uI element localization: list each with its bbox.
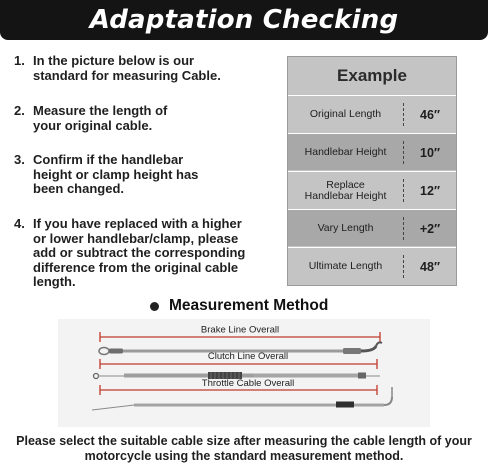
step-text: Measure the length of your original cable. — [33, 103, 168, 133]
cable-label: Clutch Line Overall — [207, 351, 289, 362]
example-title: Example — [337, 66, 407, 85]
example-row-label: Ultimate Length — [308, 260, 383, 272]
instruction-step — [14, 217, 284, 290]
example-row-value: +2″ — [419, 221, 441, 236]
cable-label: Throttle Cable Overall — [201, 378, 295, 389]
step-number: 1. — [14, 53, 25, 68]
step-text: In the picture below is our standard for measuring Cable. — [33, 53, 221, 83]
section-heading — [150, 297, 328, 315]
example-row — [288, 247, 456, 284]
example-row-label: Original Length — [309, 108, 382, 120]
example-row-label: Handlebar Height — [304, 146, 387, 158]
instruction-step — [14, 104, 284, 133]
clutch-line-dimension — [100, 351, 377, 369]
header-banner — [0, 0, 488, 40]
example-table — [287, 56, 457, 286]
example-row — [288, 133, 456, 170]
step-number: 3. — [14, 152, 25, 167]
section-heading-text: Measurement Method — [169, 297, 329, 314]
example-row-label: Vary Length — [317, 222, 374, 234]
footer-note: Please select the suitable cable size after measuring the cable length of your motorcycle using the standard measurement method. — [16, 434, 472, 463]
instruction-step — [14, 54, 284, 83]
example-row-label: Replace Handlebar Height — [304, 178, 387, 202]
step-number: 2. — [14, 103, 25, 118]
example-row-value: 10″ — [420, 145, 440, 160]
example-row-value: 46″ — [420, 107, 440, 122]
throttle-cable-dimension — [100, 378, 377, 395]
example-row — [288, 209, 456, 246]
step-text: Confirm if the handlebar height or clamp height has been changed. — [33, 152, 199, 196]
example-row-value: 48″ — [420, 259, 440, 274]
brake-line-dimension — [100, 325, 380, 343]
cable-illustration — [58, 319, 430, 427]
bullet-icon — [150, 302, 159, 311]
step-number: 4. — [14, 216, 25, 231]
cable-label: Brake Line Overall — [200, 324, 280, 336]
step-text: If you have replaced with a higher or lower handlebar/clamp, please add or subtract the corresponding difference from the original cable length. — [33, 216, 246, 289]
page-title: Adaptation Checking — [89, 5, 399, 35]
example-row — [288, 171, 456, 208]
example-row — [288, 95, 456, 132]
instruction-step — [14, 153, 284, 197]
example-row-value: 12″ — [420, 183, 440, 198]
cable-diagram — [58, 319, 430, 427]
